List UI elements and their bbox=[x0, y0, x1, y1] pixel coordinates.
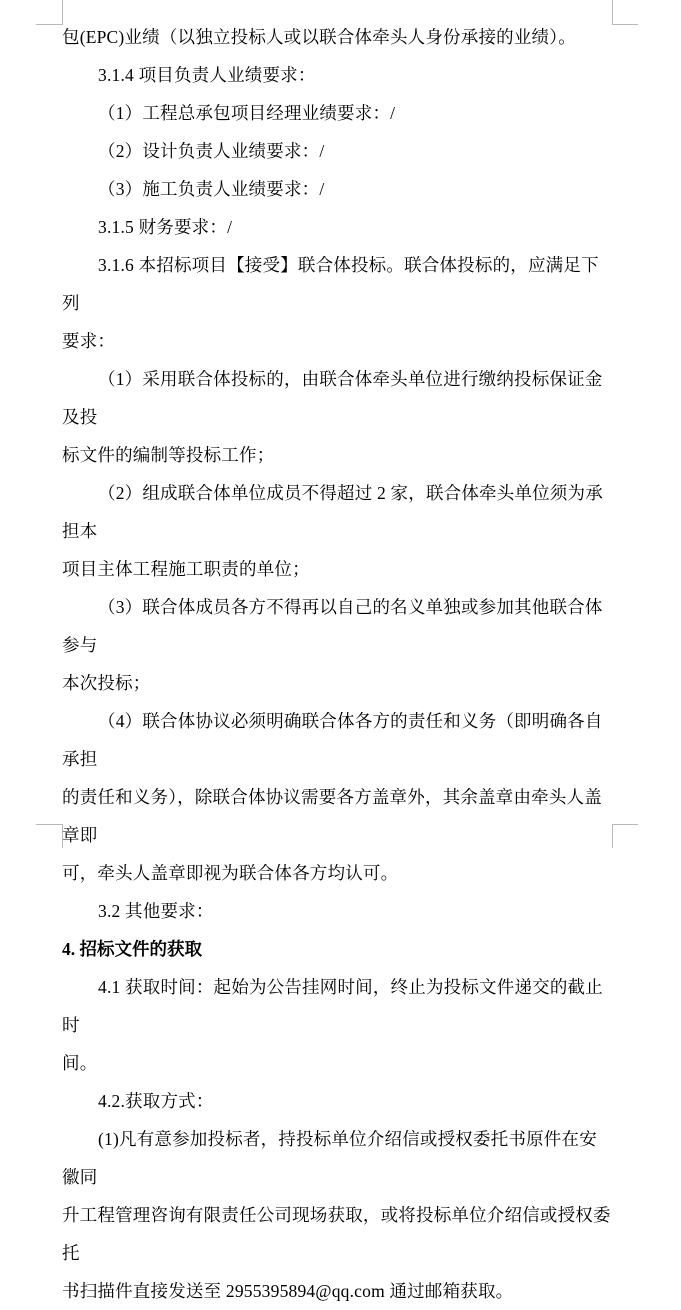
document-line: （1）采用联合体投标的，由联合体牵头单位进行缴纳投标保证金及投 bbox=[62, 369, 603, 427]
crop-mark-bottom-left-horizontal bbox=[36, 824, 62, 825]
document-line: 3.1.5 财务要求：/ bbox=[98, 217, 233, 237]
document-line: 的责任和义务），除联合体协议需要各方盖章外，其余盖章由牵头人盖章即 bbox=[62, 787, 602, 845]
document-line: 包(EPC)业绩（以独立投标人或以联合体牵头人身份承接的业绩）。 bbox=[62, 27, 576, 47]
crop-mark-bottom-right-horizontal bbox=[612, 824, 638, 825]
document-line: （2）设计负责人业绩要求：/ bbox=[98, 141, 325, 161]
document-line: （2）组成联合体单位成员不得超过 2 家，联合体牵头单位须为承担本 bbox=[62, 483, 603, 541]
document-line: 项目主体工程施工职责的单位； bbox=[62, 559, 310, 579]
document-line: 4.2.获取方式： bbox=[98, 1091, 214, 1111]
document-line: （4）联合体协议必须明确联合体各方的责任和义务（即明确各自承担 bbox=[62, 711, 603, 769]
document-line: （3）施工负责人业绩要求：/ bbox=[98, 179, 325, 199]
crop-mark-bottom-right-vertical bbox=[612, 824, 613, 848]
document-line: (1)凡有意参加投标者，持投标单位介绍信或授权委托书原件在安徽同 bbox=[62, 1129, 597, 1187]
document-line: 可，牵头人盖章即视为联合体各方均认可。 bbox=[62, 863, 399, 883]
crop-mark-top-right-vertical bbox=[612, 0, 613, 25]
document-line: 标文件的编制等投标工作； bbox=[62, 445, 275, 465]
document-line: （3）联合体成员各方不得再以自己的名义单独或参加其他联合体参与 bbox=[62, 597, 603, 655]
document-line: 4.1 获取时间：起始为公告挂网时间，终止为投标文件递交的截止时 bbox=[62, 977, 603, 1035]
document-line: 升工程管理咨询有限责任公司现场获取，或将投标单位介绍信或授权委托 bbox=[62, 1205, 611, 1263]
document-line: 3.1.4 项目负责人业绩要求： bbox=[98, 65, 316, 85]
section-heading-4: 4. 招标文件的获取 bbox=[62, 939, 202, 959]
document-line: 3.1.6 本招标项目【接受】联合体投标。联合体投标的，应满足下列 bbox=[62, 255, 599, 313]
document-line: 3.2 其他要求： bbox=[98, 901, 214, 921]
document-line: 本次投标； bbox=[62, 673, 151, 693]
document-line: （1）工程总承包项目经理业绩要求：/ bbox=[98, 103, 396, 123]
document-line: 要求： bbox=[62, 331, 116, 351]
document-body bbox=[62, 18, 612, 1310]
crop-mark-top-left-horizontal bbox=[36, 24, 62, 25]
document-line-with-email: 书扫描件直接发送至 2955395894@qq.com 通过邮箱获取。 bbox=[62, 1281, 514, 1301]
crop-mark-top-right-horizontal bbox=[612, 24, 638, 25]
document-line: 间。 bbox=[62, 1053, 98, 1073]
